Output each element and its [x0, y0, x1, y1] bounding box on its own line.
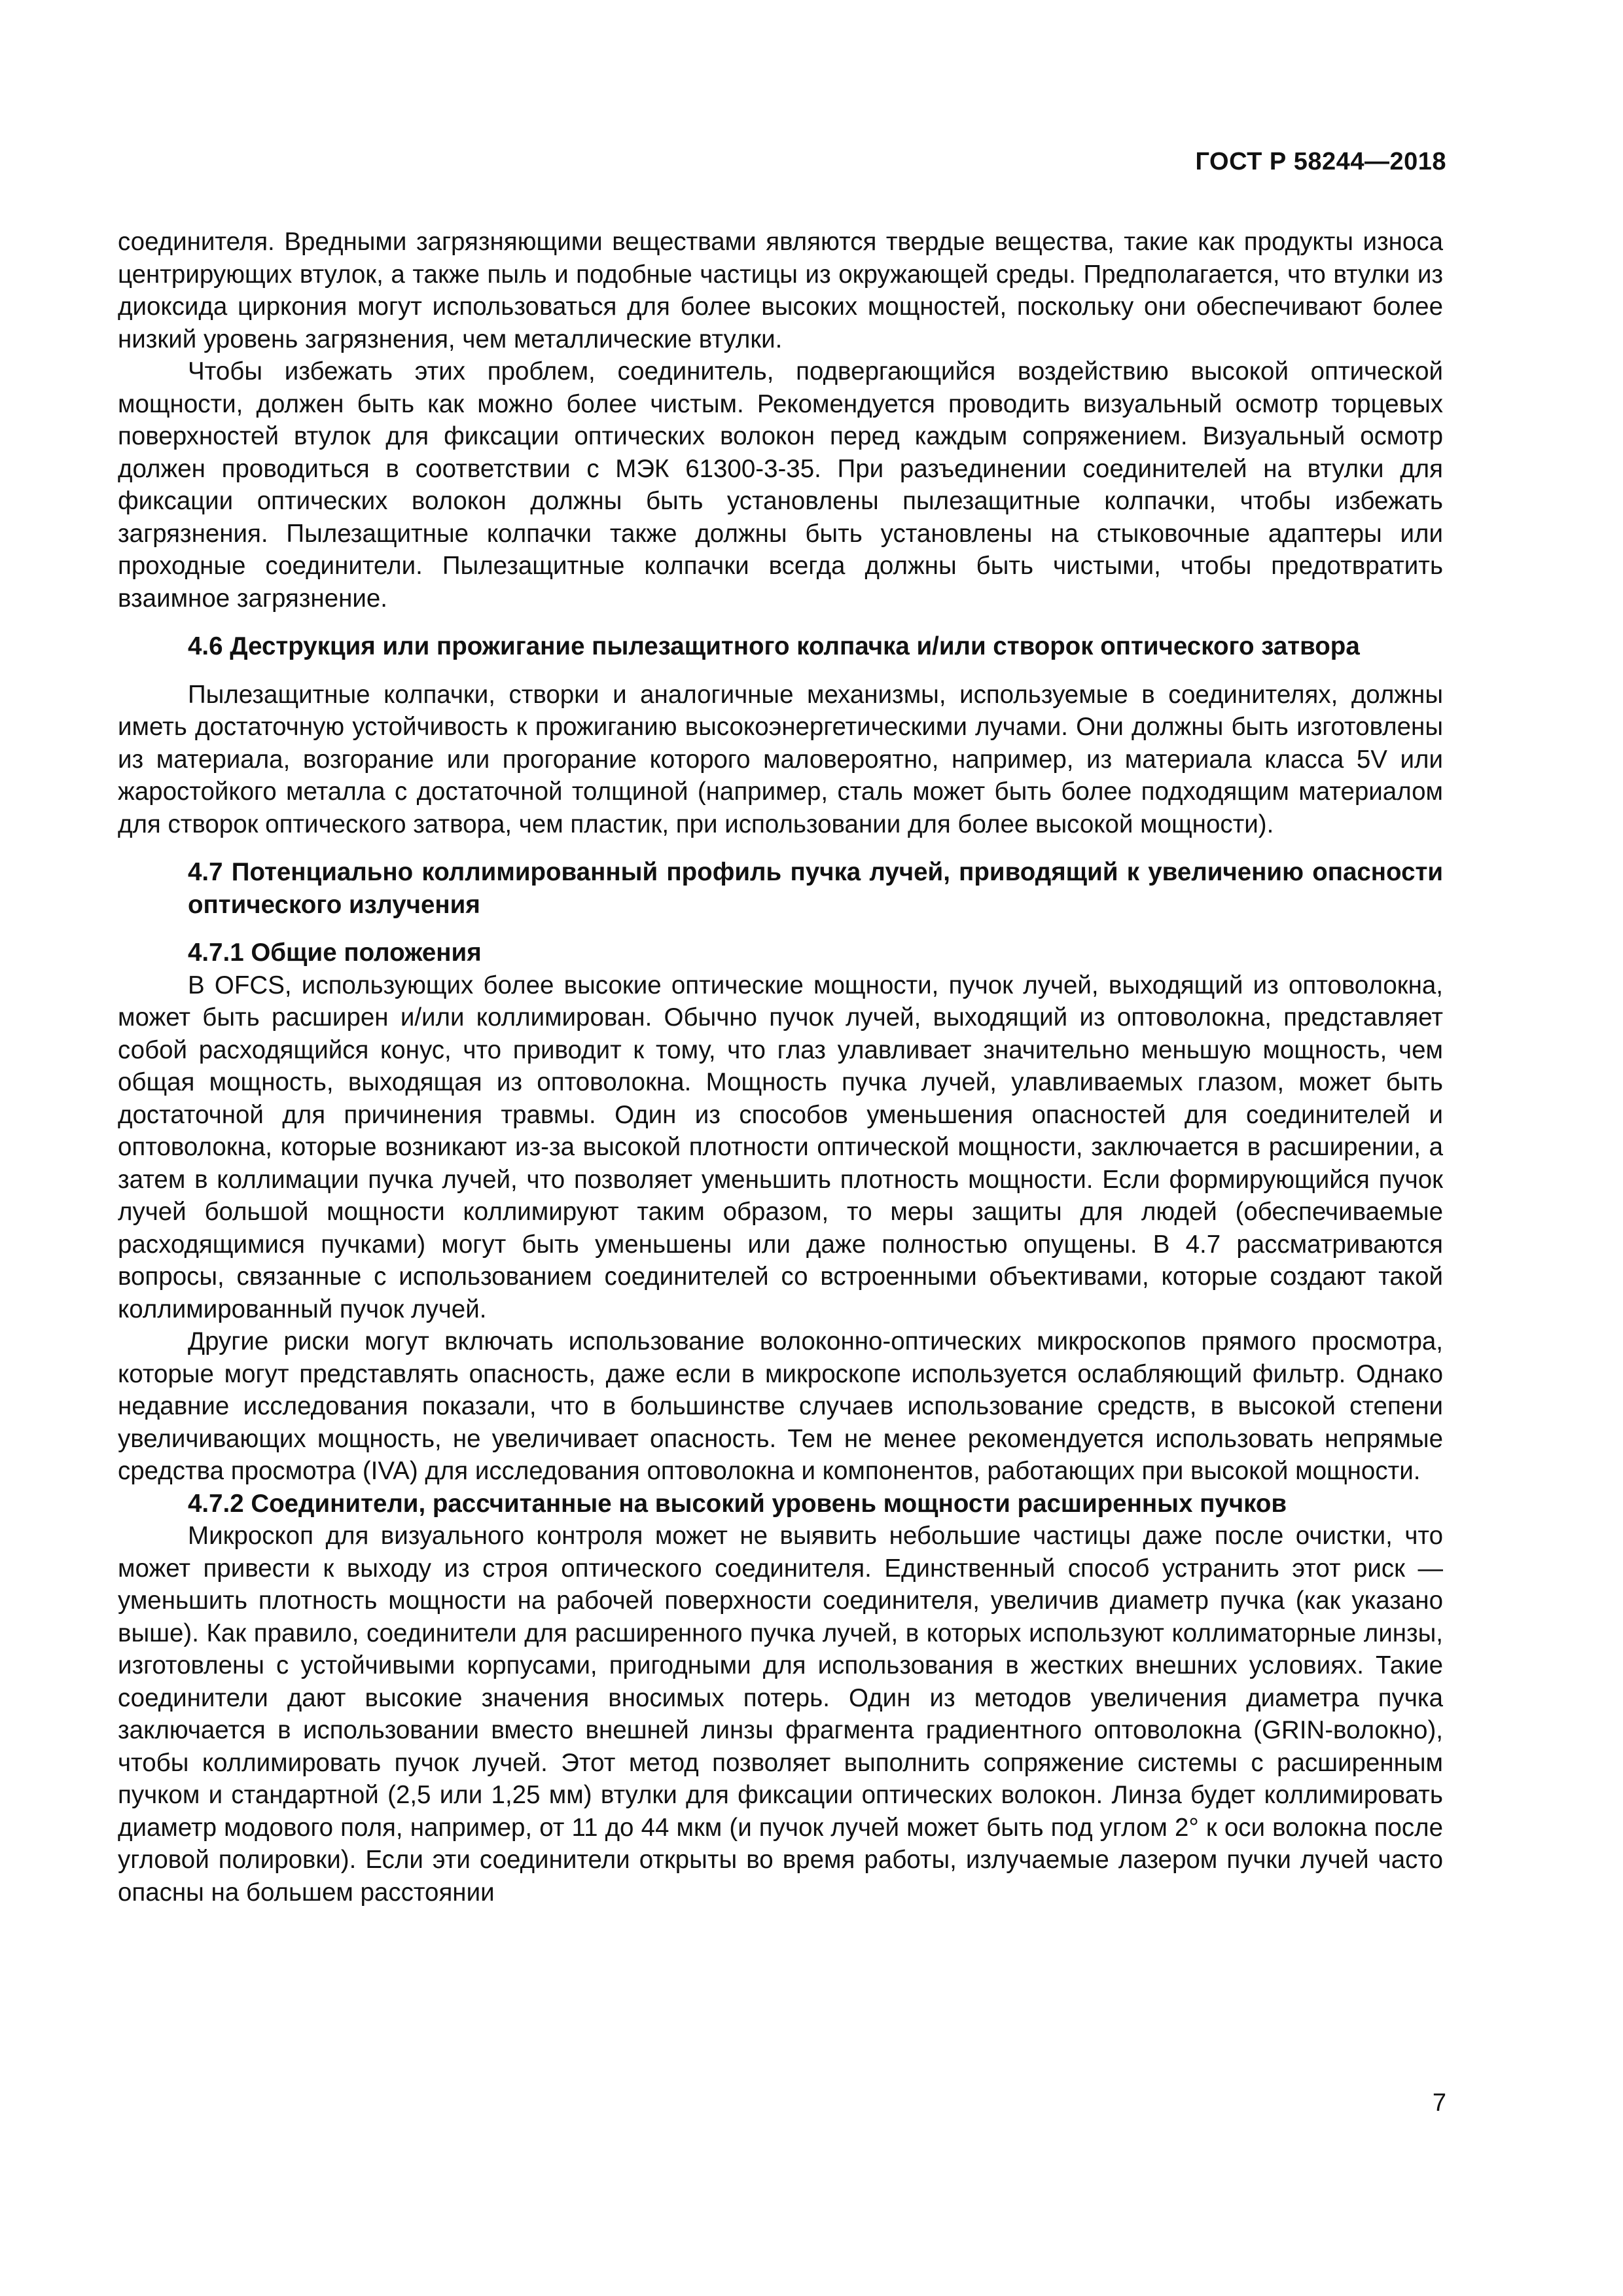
- section-heading-4-7: 4.7 Потенциально коллимированный профиль пучка лучей, приводящий к увеличению опасности оптического излучения: [188, 858, 1443, 919]
- page-number: 7: [1432, 2089, 1446, 2117]
- paragraph: Другие риски могут включать использование волоконно-оптических микроскопов прямого просмотра, которые могут представлять опасность, даже если в микроскопе используется ослабляющий фильтр. Однако недавние исследования показали, что в большинстве случаев использование средств, в высокой степени увеличивающих мощность, не увеличивает опасность. Тем не менее рекомендуется использовать непрямые средства просмотра (IVA) для исследования оптоволокна и компонентов, работающих при высокой мощности.: [118, 1327, 1443, 1485]
- paragraph-continuation: соединителя. Вредными загрязняющими веществами являются твердые вещества, такие как продукты износа центрирующих втулок, а также пыль и подобные частицы из окружающей среды. Предполагается, что втулки из диоксида циркония могут использоваться для более высоких мощностей, поскольку они обеспечивают более низкий уровень загрязнения, чем металлические втулки.: [118, 228, 1443, 353]
- subsection-heading-4-7-1: 4.7.1 Общие положения: [188, 939, 482, 967]
- paragraph: В OFCS, использующих более высокие оптические мощности, пучок лучей, выходящий из оптоволокна, может быть расширен и/или коллимирован. Обычно пучок лучей, выходящий из оптоволокна, представляет собой расходящийся конус, что приводит к тому, что глаз улавливает значительно меньшую мощность, чем общая мощность, выходящая из оптоволокна. Мощность пучка лучей, улавливаемых глазом, может быть достаточной для причинения травмы. Один из способов уменьшения опасностей для соединителей и оптоволокна, которые возникают из-за высокой плотности оптической мощности, заключается в расширении, а затем в коллимации пучка лучей, что позволяет уменьшить плотность мощности. Если формирующийся пучок лучей большой мощности коллимируют таким образом, то меры защиты для людей (обеспечиваемые расходящимися пучками) могут быть уменьшены или даже полностью опущены. В 4.7 рассматриваются вопросы, связанные с использованием соединителей со встроенными объективами, которые создают такой коллимированный пучок лучей.: [118, 971, 1443, 1323]
- paragraph: Чтобы избежать этих проблем, соединитель, подвергающийся воздействию высокой оптической мощности, должен быть как можно более чистым. Рекомендуется проводить визуальный осмотр торцевых поверхностей втулок для фиксации оптических волокон перед каждым сопряжением. Визуальный осмотр должен проводиться в соответствии с МЭК 61300-3-35. При разъединении соединителей на втулки для фиксации оптических волокон должны быть установлены пылезащитные колпачки, чтобы избежать загрязнения. Пылезащитные колпачки также должны быть установлены на стыковочные адаптеры или проходные соединители. Пылезащитные колпачки всегда должны быть чистыми, чтобы предотвратить взаимное загрязнение.: [118, 357, 1443, 613]
- document-id-header: ГОСТ Р 58244—2018: [1195, 148, 1446, 175]
- subsection-heading-4-7-2: 4.7.2 Соединители, рассчитанные на высокий уровень мощности расширенных пучков: [188, 1489, 1287, 1518]
- paragraph: Микроскоп для визуального контроля может не выявить небольшие частицы даже после очистки, что может привести к выходу из строя оптического соединителя. Единственный способ устранить этот риск — уменьшить плотность мощности на рабочей поверхности соединителя, увеличив диаметр пучка (как указано выше). Как правило, соединители для расширенного пучка лучей, в которых используют коллиматорные линзы, изготовлены с устойчивыми корпусами, пригодными для использования в жестких внешних условиях. Такие соединители дают высокие значения вносимых потерь. Один из методов увеличения диаметра пучка заключается в использовании вместо внешней линзы фрагмента градиентного оптоволокна (GRIN-волокно), чтобы коллимировать пучок лучей. Этот метод позволяет выполнить сопряжение системы с расширенным пучком и стандартной (2,5 или 1,25 мм) втулки для фиксации оптических волокон. Линза будет коллимировать диаметр модового поля, например, от 11 до 44 мкм (и пучок лучей может быть под углом 2° к оси волокна после угловой полировки). Если эти соединители открыты во время работы, излучаемые лазером пучки лучей часто опасны на большем расстоянии: [118, 1522, 1443, 1907]
- document-body: [118, 226, 1443, 1909]
- paragraph: Пылезащитные колпачки, створки и аналогичные механизмы, используемые в соединителях, должны иметь достаточную устойчивость к прожиганию высокоэнергетическими лучами. Они должны быть изготовлены из материала, возгорание или прогорание которого маловероятно, например, из материала класса 5V или жаростойкого металла с достаточной толщиной (например, сталь может быть более подходящим материалом для створок оптического затвора, чем пластик, при использовании для более высокой мощности).: [118, 680, 1443, 838]
- section-heading-4-6: 4.6 Деструкция или прожигание пылезащитного колпачка и/или створок оптического затвора: [188, 632, 1360, 660]
